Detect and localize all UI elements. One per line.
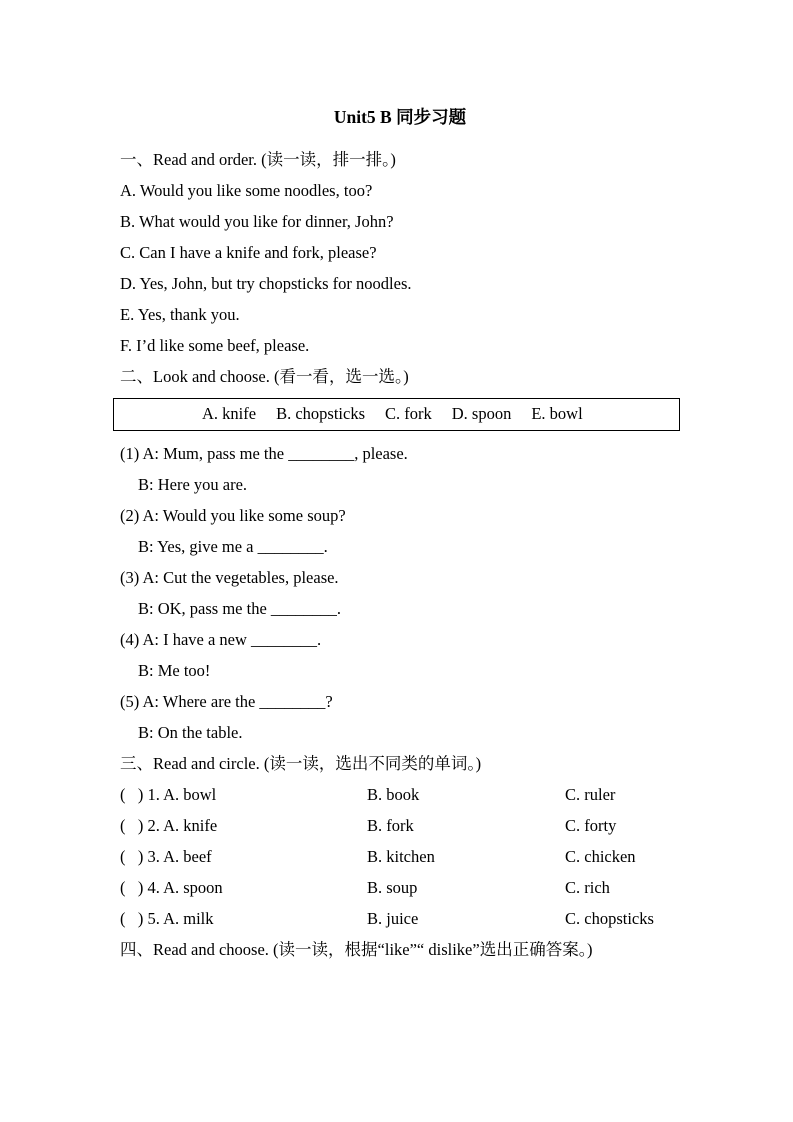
circle-row-4-option-c: C. rich — [565, 878, 610, 897]
word-bank-option-spoon: D. spoon — [451, 404, 512, 423]
word-bank-box — [113, 398, 680, 431]
circle-row-3-option-a: ( ) 3. A. beef — [120, 847, 212, 866]
circle-row-5-option-b: B. juice — [367, 909, 419, 928]
fill-item-2-a: (2) A: Would you like some soup? — [120, 506, 346, 525]
order-item-f: F. I’d like some beef, please. — [120, 336, 310, 355]
circle-row-3-option-c: C. chicken — [565, 847, 636, 866]
section4-heading: 四、Read and choose. (读一读，根据“like”“ dislike”选出正确答案。) — [120, 940, 593, 959]
circle-row-1-option-b: B. book — [367, 785, 420, 804]
word-bank-option-fork: C. fork — [385, 404, 432, 423]
word-bank-option-knife: A. knife — [202, 404, 257, 423]
order-item-d: D. Yes, John, but try chopsticks for noodles. — [120, 274, 412, 293]
order-item-a: A. Would you like some noodles, too? — [120, 181, 373, 200]
page-title: Unit5 B 同步习题 — [333, 107, 467, 127]
circle-row-4 — [120, 878, 680, 898]
fill-item-4-a: (4) A: I have a new ________. — [120, 630, 322, 649]
fill-item-3-a: (3) A: Cut the vegetables, please. — [120, 568, 339, 587]
fill-item-2-b: B: Yes, give me a ________. — [138, 537, 328, 556]
section1-heading: 一、Read and order. (读一读，排一排。) — [120, 150, 396, 169]
fill-item-3-b: B: OK, pass me the ________. — [138, 599, 342, 618]
circle-row-4-option-b: B. soup — [367, 878, 418, 897]
circle-row-4-option-a: ( ) 4. A. spoon — [120, 878, 223, 897]
circle-row-3 — [120, 847, 680, 867]
circle-row-5 — [120, 909, 680, 929]
circle-row-1-option-c: C. ruler — [565, 785, 616, 804]
circle-row-2-option-a: ( ) 2. A. knife — [120, 816, 218, 835]
section3-heading: 三、Read and circle. (读一读，选出不同类的单词。) — [120, 754, 482, 773]
circle-row-1 — [120, 785, 680, 805]
order-item-e: E. Yes, thank you. — [120, 305, 240, 324]
fill-item-5-a: (5) A: Where are the ________? — [120, 692, 333, 711]
fill-item-1-a: (1) A: Mum, pass me the ________, please. — [120, 444, 408, 463]
circle-row-2-option-c: C. forty — [565, 816, 617, 835]
circle-row-3-option-b: B. kitchen — [367, 847, 435, 866]
fill-item-1-b: B: Here you are. — [138, 475, 248, 494]
word-bank-option-chopsticks: B. chopsticks — [276, 404, 365, 423]
fill-item-4-b: B: Me too! — [138, 661, 211, 680]
circle-row-2 — [120, 816, 680, 836]
circle-row-5-option-c: C. chopsticks — [565, 909, 654, 928]
order-item-b: B. What would you like for dinner, John? — [120, 212, 394, 231]
fill-item-5-b: B: On the table. — [138, 723, 243, 742]
circle-row-2-option-b: B. fork — [367, 816, 414, 835]
circle-row-1-option-a: ( ) 1. A. bowl — [120, 785, 217, 804]
circle-row-5-option-a: ( ) 5. A. milk — [120, 909, 214, 928]
word-bank-option-bowl: E. bowl — [531, 404, 583, 423]
section2-heading: 二、Look and choose. (看一看，选一选。) — [120, 367, 409, 386]
order-item-c: C. Can I have a knife and fork, please? — [120, 243, 377, 262]
